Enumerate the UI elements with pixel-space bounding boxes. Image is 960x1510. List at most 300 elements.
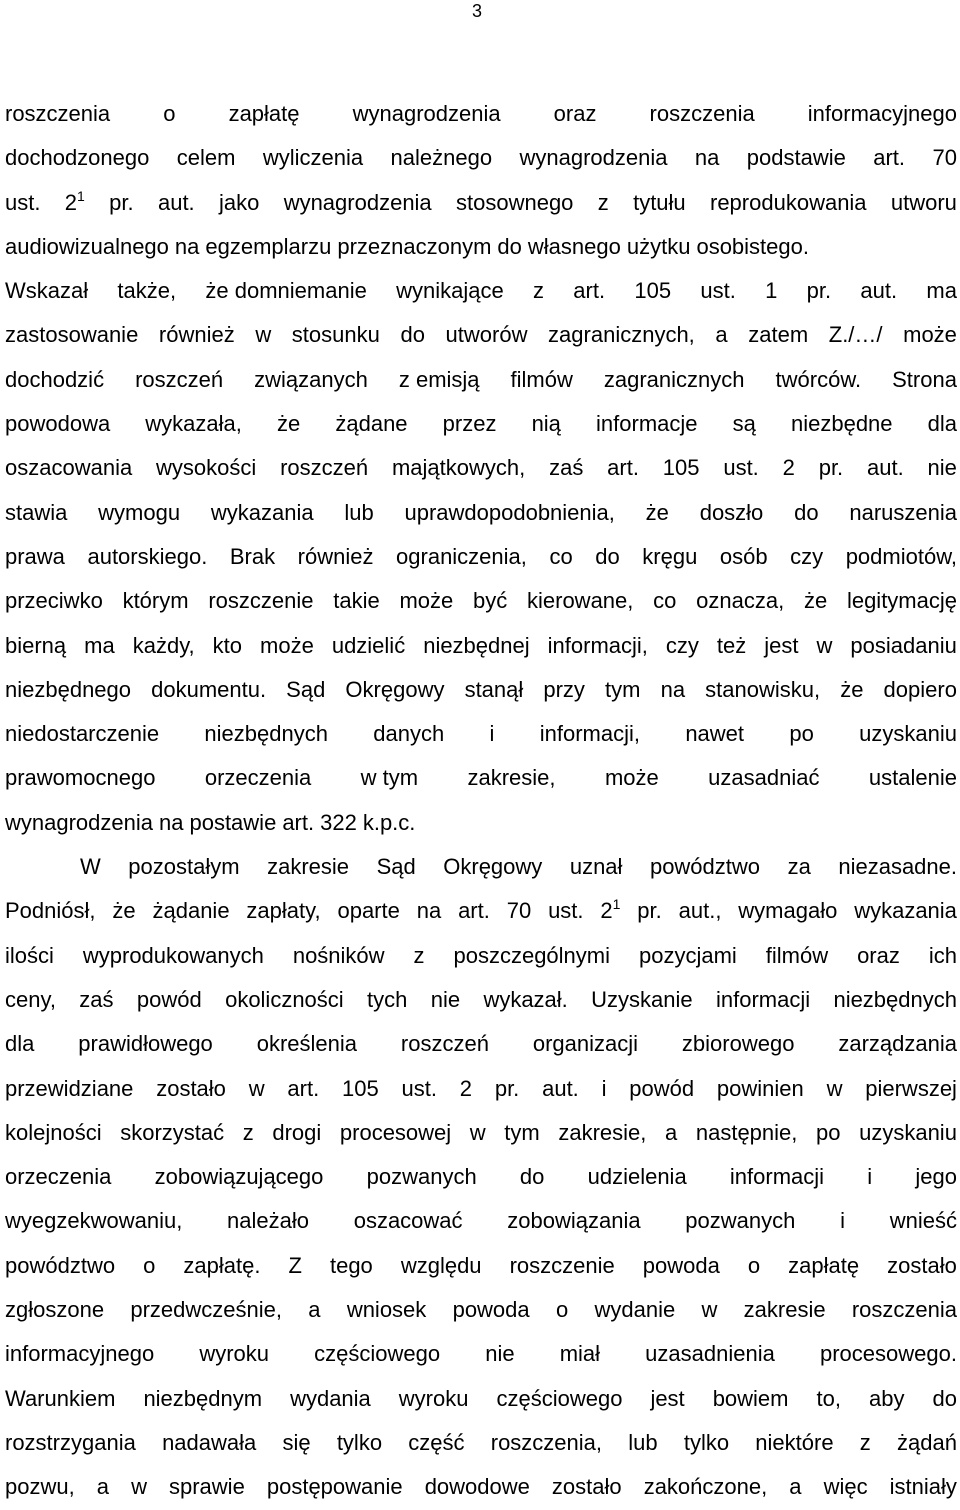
- word: są: [732, 411, 756, 437]
- word: wydania: [290, 1385, 371, 1411]
- word: tylko: [683, 1429, 730, 1455]
- word: roszczenia,: [490, 1429, 603, 1455]
- word: następnie,: [695, 1119, 798, 1145]
- word: do: [519, 1164, 545, 1190]
- word: udzielenia: [587, 1164, 687, 1190]
- word: poszczególnymi: [453, 942, 610, 968]
- word: nie: [927, 455, 957, 481]
- word: zgłoszone: [5, 1297, 105, 1323]
- word: postępowanie: [266, 1474, 403, 1500]
- word: a: [789, 1474, 802, 1500]
- word: że: [277, 411, 301, 437]
- word: tego: [329, 1252, 373, 1278]
- word: tytułu: [633, 189, 686, 215]
- text-line: [5, 181, 957, 225]
- word: zakresie,: [467, 765, 556, 791]
- word: nośników: [292, 942, 385, 968]
- word: zostało: [156, 1075, 226, 1101]
- word: 2: [459, 1075, 473, 1101]
- word: w: [248, 1075, 265, 1101]
- text-line: [5, 1421, 957, 1465]
- word: roszczenie: [208, 588, 314, 614]
- word: za: [787, 854, 811, 880]
- word: zaś: [79, 986, 114, 1012]
- word: aut.: [542, 1075, 579, 1101]
- word: niezbędnym: [143, 1385, 263, 1411]
- word: o: [163, 101, 176, 126]
- word: roszczeń: [280, 455, 369, 481]
- word: ilości: [5, 942, 54, 968]
- word: 322: [320, 809, 357, 835]
- word: kolejności: [5, 1119, 102, 1145]
- word: ust.: [548, 898, 584, 924]
- word: tych: [367, 986, 408, 1012]
- text-line: [5, 535, 957, 579]
- word: procesowego.: [819, 1341, 957, 1367]
- text-line: [5, 1111, 957, 1155]
- word: Z: [288, 1252, 302, 1278]
- word: osób: [719, 543, 768, 569]
- word: co: [653, 588, 677, 614]
- text-line: [5, 1155, 957, 1199]
- word: niezbędnej: [423, 632, 530, 658]
- word: w: [131, 1474, 147, 1500]
- word: przeznaczonym: [337, 233, 492, 259]
- text-line: [5, 358, 957, 402]
- text-line: [5, 712, 957, 756]
- word: oznacza,: [696, 588, 785, 614]
- word: pozwu,: [5, 1474, 75, 1500]
- word: na: [694, 145, 720, 171]
- word: lub: [344, 499, 374, 525]
- word: dochodzić: [5, 366, 105, 392]
- word: informacji,: [547, 632, 648, 658]
- word: może: [604, 765, 659, 791]
- word: organizacji: [532, 1031, 639, 1057]
- word: ust.: [700, 278, 736, 304]
- text-line: [5, 579, 957, 623]
- word: jego: [915, 1164, 957, 1190]
- word: podstawie: [746, 145, 846, 171]
- word: z emisją: [398, 366, 480, 392]
- word: prawa: [5, 543, 65, 569]
- word: pozycjami: [638, 942, 737, 968]
- word: zagranicznych: [603, 366, 745, 392]
- word: zapłatę: [788, 1252, 860, 1278]
- word: ust.: [723, 455, 759, 481]
- word: aut.: [860, 278, 898, 304]
- word: naruszenia: [849, 499, 957, 525]
- word: dla: [927, 411, 957, 437]
- word: należało: [227, 1208, 309, 1234]
- word: w: [469, 1119, 486, 1145]
- word: zastosowanie: [5, 322, 139, 348]
- word: uzasadnienia: [645, 1341, 775, 1367]
- word: utworów: [445, 322, 528, 348]
- word: również: [158, 322, 235, 348]
- word: na: [660, 676, 686, 702]
- text-line: [5, 668, 957, 712]
- word: posiadaniu: [850, 632, 957, 658]
- word: Sąd: [286, 676, 326, 702]
- word: kierowane,: [527, 588, 634, 614]
- word: pr.: [637, 898, 662, 924]
- text-line: [5, 1022, 957, 1066]
- word: zakresie: [743, 1297, 826, 1323]
- word: wykazała,: [145, 411, 242, 437]
- word: użytku: [626, 233, 691, 259]
- word: i: [601, 1075, 607, 1101]
- word: zapłaty,: [246, 898, 321, 924]
- word: roszczenia: [649, 101, 755, 126]
- word: aut.: [867, 455, 904, 481]
- word: w: [816, 632, 833, 658]
- word: niezbędnego: [5, 676, 132, 702]
- word: uzasadniać: [708, 765, 820, 791]
- word: na: [174, 233, 200, 259]
- word: wykazania: [210, 499, 314, 525]
- word: wynagrodzenia: [519, 145, 668, 171]
- word: dokumentu.: [151, 676, 267, 702]
- word: po: [789, 721, 814, 747]
- word: częściowego: [496, 1385, 623, 1411]
- word: pr.: [806, 278, 832, 304]
- word: informacyjnego: [5, 1341, 155, 1367]
- word: przez: [442, 411, 497, 437]
- word: może: [903, 322, 957, 348]
- word: w: [826, 1075, 843, 1101]
- word: prawomocnego: [5, 765, 156, 791]
- word: na: [158, 809, 184, 835]
- word: niedostarczenie: [5, 721, 160, 747]
- word: wymogu: [98, 499, 181, 525]
- word: wnieść: [889, 1208, 957, 1234]
- word: art.: [458, 898, 490, 924]
- word: żądań: [897, 1429, 957, 1455]
- word: nadawała: [162, 1429, 257, 1455]
- word: co: [549, 543, 573, 569]
- word: niektóre: [755, 1429, 834, 1455]
- text-line: [5, 269, 957, 313]
- word: rozstrzygania: [5, 1429, 136, 1455]
- text-line: [5, 1288, 957, 1332]
- word: jest: [650, 1385, 685, 1411]
- word: także,: [117, 278, 177, 304]
- word: jako: [219, 189, 260, 215]
- word: zostało: [551, 1474, 622, 1500]
- word: pozwanych: [366, 1164, 477, 1190]
- word: doszło: [699, 499, 764, 525]
- word: wniosek: [346, 1297, 427, 1323]
- word: uzyskaniu: [859, 1119, 957, 1145]
- word: bierną: [5, 632, 67, 658]
- word: że: [840, 676, 864, 702]
- word: ma: [926, 278, 957, 304]
- word: uzyskaniu: [859, 721, 957, 747]
- word: to,: [816, 1385, 841, 1411]
- word: wynagrodzenia: [283, 189, 432, 215]
- word: nie: [485, 1341, 515, 1367]
- word: roszczenia: [5, 101, 111, 126]
- word: drogi: [272, 1119, 322, 1145]
- word: zaś: [549, 455, 584, 481]
- word: wyegzekwowaniu,: [5, 1208, 183, 1234]
- word: którym: [122, 588, 189, 614]
- word: być: [473, 588, 508, 614]
- word: wymagało: [738, 898, 838, 924]
- word: reprodukowania: [710, 189, 867, 215]
- word: do: [595, 543, 620, 569]
- word: w: [701, 1297, 718, 1323]
- word: o: [143, 1252, 156, 1278]
- word: dowodowe: [424, 1474, 530, 1500]
- word: okoliczności: [225, 986, 344, 1012]
- word: filmów: [510, 366, 573, 392]
- text-line: [5, 313, 957, 357]
- word: że domniemanie: [205, 278, 367, 304]
- word: wyliczenia: [262, 145, 364, 171]
- word: roszczeń: [400, 1031, 489, 1057]
- word: k.p.c.: [362, 809, 416, 835]
- word: wykazania: [854, 898, 957, 924]
- word: przewidziane: [5, 1075, 134, 1101]
- word: aby: [868, 1385, 905, 1411]
- word: powództwo: [649, 854, 761, 880]
- word: oszacować: [353, 1208, 463, 1234]
- word: 105: [342, 1075, 379, 1101]
- word: powodowa: [5, 411, 111, 437]
- word: postawie: [189, 809, 277, 835]
- word: osobistego.: [696, 233, 809, 259]
- word: Podniósł,: [5, 898, 96, 924]
- text-line: [5, 1377, 957, 1421]
- word: dochodzonego: [5, 145, 150, 171]
- word: powinien: [716, 1075, 804, 1101]
- text-line: [5, 1199, 957, 1243]
- word: oszacowania: [5, 455, 133, 481]
- word: majątkowych,: [391, 455, 526, 481]
- word: więc: [823, 1474, 868, 1500]
- word: twórców.: [775, 366, 862, 392]
- word: orzeczenia: [204, 765, 312, 791]
- word: może: [260, 632, 314, 658]
- word: niezbędnych: [204, 721, 328, 747]
- text-line: [5, 801, 957, 845]
- text-line: [5, 491, 957, 535]
- word: ust.: [401, 1075, 437, 1101]
- word: względu: [400, 1252, 482, 1278]
- text-line: [5, 934, 957, 978]
- word: żądane: [335, 411, 408, 437]
- word: zapłatę.: [183, 1252, 261, 1278]
- word: aut.: [157, 189, 195, 215]
- word: z: [533, 278, 544, 304]
- word: zostało: [887, 1252, 957, 1278]
- word: a: [308, 1297, 321, 1323]
- word: dopiero: [883, 676, 957, 702]
- word: częściowego: [314, 1341, 441, 1367]
- word: na: [416, 898, 442, 924]
- word: $2^1$: [64, 187, 85, 215]
- text-line: [5, 624, 957, 668]
- word: oparte: [337, 898, 400, 924]
- word: określenia: [256, 1031, 357, 1057]
- word: kto: [212, 632, 243, 658]
- word: pr.: [818, 455, 844, 481]
- word: uprawdopodobnienia,: [404, 499, 615, 525]
- word: wyprodukowanych: [82, 942, 264, 968]
- word: danych: [373, 721, 445, 747]
- word: oraz: [857, 942, 900, 968]
- word: orzeczenia: [5, 1164, 112, 1190]
- word: legitymację: [846, 588, 957, 614]
- word: autorskiego.: [87, 543, 208, 569]
- word: po: [816, 1119, 841, 1145]
- text-line: [5, 1244, 957, 1288]
- word: a: [665, 1119, 678, 1145]
- word: ograniczenia,: [396, 543, 527, 569]
- text-line: [5, 1067, 957, 1111]
- word: dla: [5, 1031, 35, 1057]
- word: należnego: [390, 145, 493, 171]
- word: też: [716, 632, 747, 658]
- word: przy: [543, 676, 585, 702]
- word: zarządzania: [838, 1031, 957, 1057]
- word: stanął: [464, 676, 524, 702]
- word: Strona: [892, 366, 957, 392]
- word: nie: [430, 986, 461, 1012]
- word: Wskazał: [5, 278, 89, 304]
- word: zakończone,: [643, 1474, 768, 1500]
- word: tym: [605, 676, 641, 702]
- text-line: [5, 889, 957, 933]
- word: 70: [932, 145, 957, 171]
- word: istniały: [889, 1474, 957, 1500]
- word: może: [399, 588, 454, 614]
- word: procesowej: [339, 1119, 452, 1145]
- word: audiowizualnego: [5, 233, 169, 259]
- word: Z./…/: [828, 322, 883, 348]
- word: zbiorowego: [681, 1031, 795, 1057]
- word: każdy,: [132, 632, 195, 658]
- word: wynagrodzenia: [352, 101, 501, 126]
- word: art.: [282, 809, 315, 835]
- word: z: [413, 942, 425, 968]
- document-body: [5, 92, 957, 1510]
- word: związanych: [254, 366, 368, 392]
- word: powód: [629, 1075, 695, 1101]
- word: przedwcześnie,: [130, 1297, 282, 1323]
- word: powództwo: [5, 1252, 116, 1278]
- word: ust.: [5, 189, 41, 215]
- word: że: [803, 588, 828, 614]
- word: podmiotów,: [845, 543, 957, 569]
- word: art.: [873, 145, 906, 171]
- word: pozostałym: [128, 854, 240, 880]
- word: oraz: [553, 101, 597, 126]
- word: informacji: [729, 1164, 825, 1190]
- text-line: [5, 225, 957, 269]
- word: egzemplarzu: [205, 233, 332, 259]
- word: powoda: [452, 1297, 530, 1323]
- word: wykazał.: [483, 986, 568, 1012]
- word: bowiem: [712, 1385, 789, 1411]
- word: 105: [662, 455, 700, 481]
- word: lub: [628, 1429, 658, 1455]
- word: zapłatę: [228, 101, 300, 126]
- word: o: [555, 1297, 569, 1323]
- word: wydanie: [594, 1297, 676, 1323]
- word: żądanie: [152, 898, 230, 924]
- word: art.: [607, 455, 639, 481]
- word: wyroku: [199, 1341, 269, 1367]
- word: do: [932, 1385, 957, 1411]
- word: czy: [665, 632, 699, 658]
- word: w: [255, 322, 272, 348]
- word: pierwszej: [865, 1075, 957, 1101]
- text-line: [5, 1465, 957, 1509]
- word: takie: [333, 588, 380, 614]
- text-line: [5, 978, 957, 1022]
- word: informacji,: [539, 721, 640, 747]
- word: pr.: [109, 189, 134, 215]
- word: również: [297, 543, 374, 569]
- word: i: [840, 1208, 845, 1234]
- text-line: [5, 446, 957, 490]
- word: do: [400, 322, 425, 348]
- text-line: [5, 756, 957, 800]
- word: przeciwko: [5, 588, 103, 614]
- word: $2^1$: [600, 896, 621, 924]
- word: 2: [782, 455, 795, 481]
- word: się: [282, 1429, 311, 1455]
- word: miał: [559, 1341, 601, 1367]
- word: roszczenia: [851, 1297, 957, 1323]
- word: Okręgowy: [443, 854, 543, 880]
- word: z: [242, 1119, 254, 1145]
- word: niezasadne.: [838, 854, 957, 880]
- word: powód: [136, 986, 202, 1012]
- text-line: [5, 92, 957, 136]
- word: pozwanych: [685, 1208, 796, 1234]
- text-line: [5, 845, 957, 889]
- word: 105: [634, 278, 672, 304]
- page-number: 3: [472, 1, 483, 21]
- word: ma: [84, 632, 115, 658]
- text-line: [5, 1332, 957, 1376]
- word: roszczenie: [509, 1252, 615, 1278]
- word: ceny,: [5, 986, 56, 1012]
- word: nią: [531, 411, 561, 437]
- word: uznał: [569, 854, 623, 880]
- text-line: [5, 136, 957, 180]
- word: z: [859, 1429, 871, 1455]
- word: z: [597, 189, 609, 215]
- word: skorzystać: [120, 1119, 225, 1145]
- word: i: [489, 721, 495, 747]
- word: wynikające: [396, 278, 504, 304]
- word: prawidłowego: [78, 1031, 213, 1057]
- word: do: [794, 499, 819, 525]
- word: a: [96, 1474, 110, 1500]
- word: tylko: [336, 1429, 383, 1455]
- word: pr.: [494, 1075, 520, 1101]
- word: niezbędne: [790, 411, 893, 437]
- word: wysokości: [156, 455, 257, 481]
- word: a: [715, 322, 728, 348]
- word: celem: [176, 145, 236, 171]
- word: Warunkiem: [5, 1385, 116, 1411]
